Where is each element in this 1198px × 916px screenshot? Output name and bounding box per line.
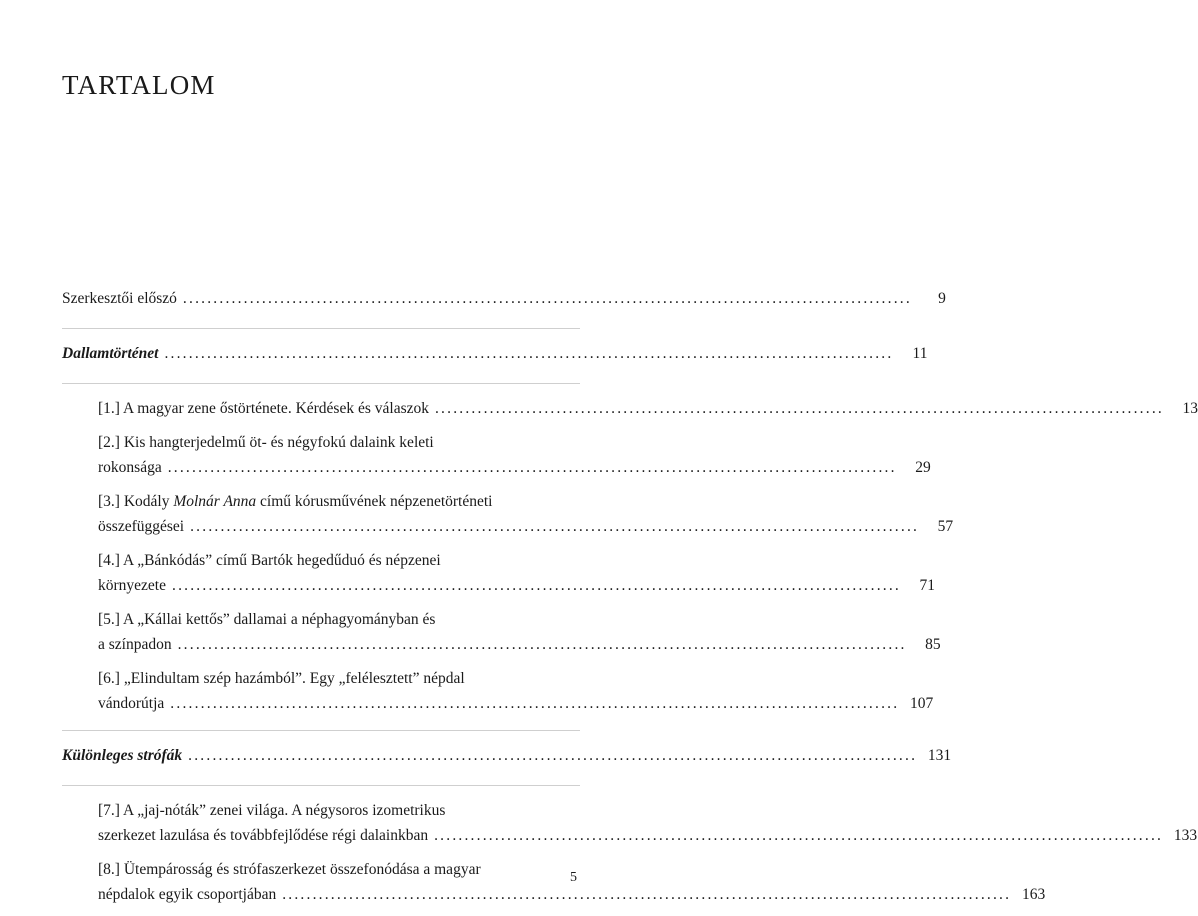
toc-item-title-last: a színpadon [98,636,172,653]
toc-entry-preface[interactable] [62,286,946,311]
toc-item-title-line: Ütempárosság és strófaszerkezet összefonódása a magyar [123,861,481,878]
divider [62,328,580,329]
toc-section-dallamtortenet[interactable] [62,341,928,366]
toc-item-title-last: szerkezet lazulása és továbbfejlődése régi dalainkban [98,827,429,844]
toc-page-number: 11 [912,345,928,362]
toc-entry-5[interactable] [62,607,941,657]
toc-entry-1[interactable] [62,396,1198,421]
toc-item-title-line: Kis hangterjedelmű öt- és négyfokú dalaink keleti [123,434,434,451]
toc-item-number: [7.] [98,802,120,819]
toc-page-number: 57 [937,518,954,535]
leader-dots: ........................................................................................................................ [282,886,1012,903]
leader-dots: ........................................................................................................................ [167,459,897,476]
leader-dots: ........................................................................................................................ [177,636,907,653]
toc-section-kulonleges-strofak[interactable] [62,743,952,768]
toc-item-number: [6.] [98,670,120,687]
toc-item-title-last: népdalok egyik csoportjában [98,886,277,903]
toc-page-number: 13 [1182,400,1198,417]
toc-item-title-line: „Elindultam szép hazámból”. Egy „felélesztett” népdal [123,670,465,687]
leader-dots: ........................................................................................................................ [164,345,894,362]
leader-dots: ........................................................................................................................ [170,695,900,712]
divider [62,383,580,384]
leader-dots: ........................................................................................................................ [188,747,918,764]
toc-item-title-line: A „Bánkódás” című Bartók hegedűduó és népzenei [122,552,441,569]
toc-item-title-line: A „jaj-nóták” zenei világa. A négysoros izometrikus [122,802,446,819]
divider [62,785,580,786]
toc-item-number: [2.] [98,434,120,451]
leader-dots: ........................................................................................................................ [434,400,1164,417]
table-of-contents [62,286,1198,916]
toc-item-title-line: A „Kállai kettős” dallamai a néphagyományban és [122,611,436,628]
toc-item-number: [1.] [98,400,120,417]
leader-dots: ........................................................................................................................ [190,518,920,535]
toc-page-number: 85 [925,636,941,653]
toc-entry-4[interactable] [62,548,935,598]
toc-page-number: 131 [927,747,952,764]
toc-page-number: 29 [915,459,931,476]
toc-entry-6[interactable] [62,666,934,716]
toc-item-number: [4.] [98,552,120,569]
toc-label: Szerkesztői előszó [62,290,177,307]
toc-entry-8[interactable] [62,857,1046,907]
toc-section-label: Különleges strófák [62,747,183,764]
toc-entry-7[interactable] [62,798,1198,848]
toc-entry-3[interactable] [62,489,954,539]
toc-item-title-last: vándorútja [98,695,165,712]
leader-dots: ........................................................................................................................ [172,577,901,594]
toc-item-title-last: összefüggései [98,518,185,535]
toc-item-title-last: környezete [98,577,166,594]
leader-dots: ........................................................................................................................ [182,290,912,307]
toc-item-number: [3.] [98,493,120,510]
toc-item-number: [8.] [98,861,120,878]
page-number: 5 [570,870,577,885]
toc-item-number: [5.] [98,611,120,628]
toc-page-number: 9 [938,290,946,307]
toc-section-label: Dallamtörténet [62,345,159,362]
toc-entry-2[interactable] [62,430,931,480]
toc-item-title-part: Kodály [123,493,174,510]
toc-item-title-part: című kórusművének népzenetörténeti [256,493,493,510]
toc-item-title: A magyar zene őstörténete. Kérdések és válaszok [122,400,429,417]
toc-page-number: 133 [1173,827,1198,844]
toc-item-title-italic: Molnár Anna [173,493,257,510]
toc-item-title-last: rokonsága [98,459,162,476]
toc-page-number: 107 [910,695,934,712]
page-title: TARTALOM [62,70,216,100]
toc-page-number: 163 [1021,886,1046,903]
leader-dots: ........................................................................................................................ [434,827,1164,844]
divider [62,730,580,731]
toc-page-number: 71 [919,577,935,594]
